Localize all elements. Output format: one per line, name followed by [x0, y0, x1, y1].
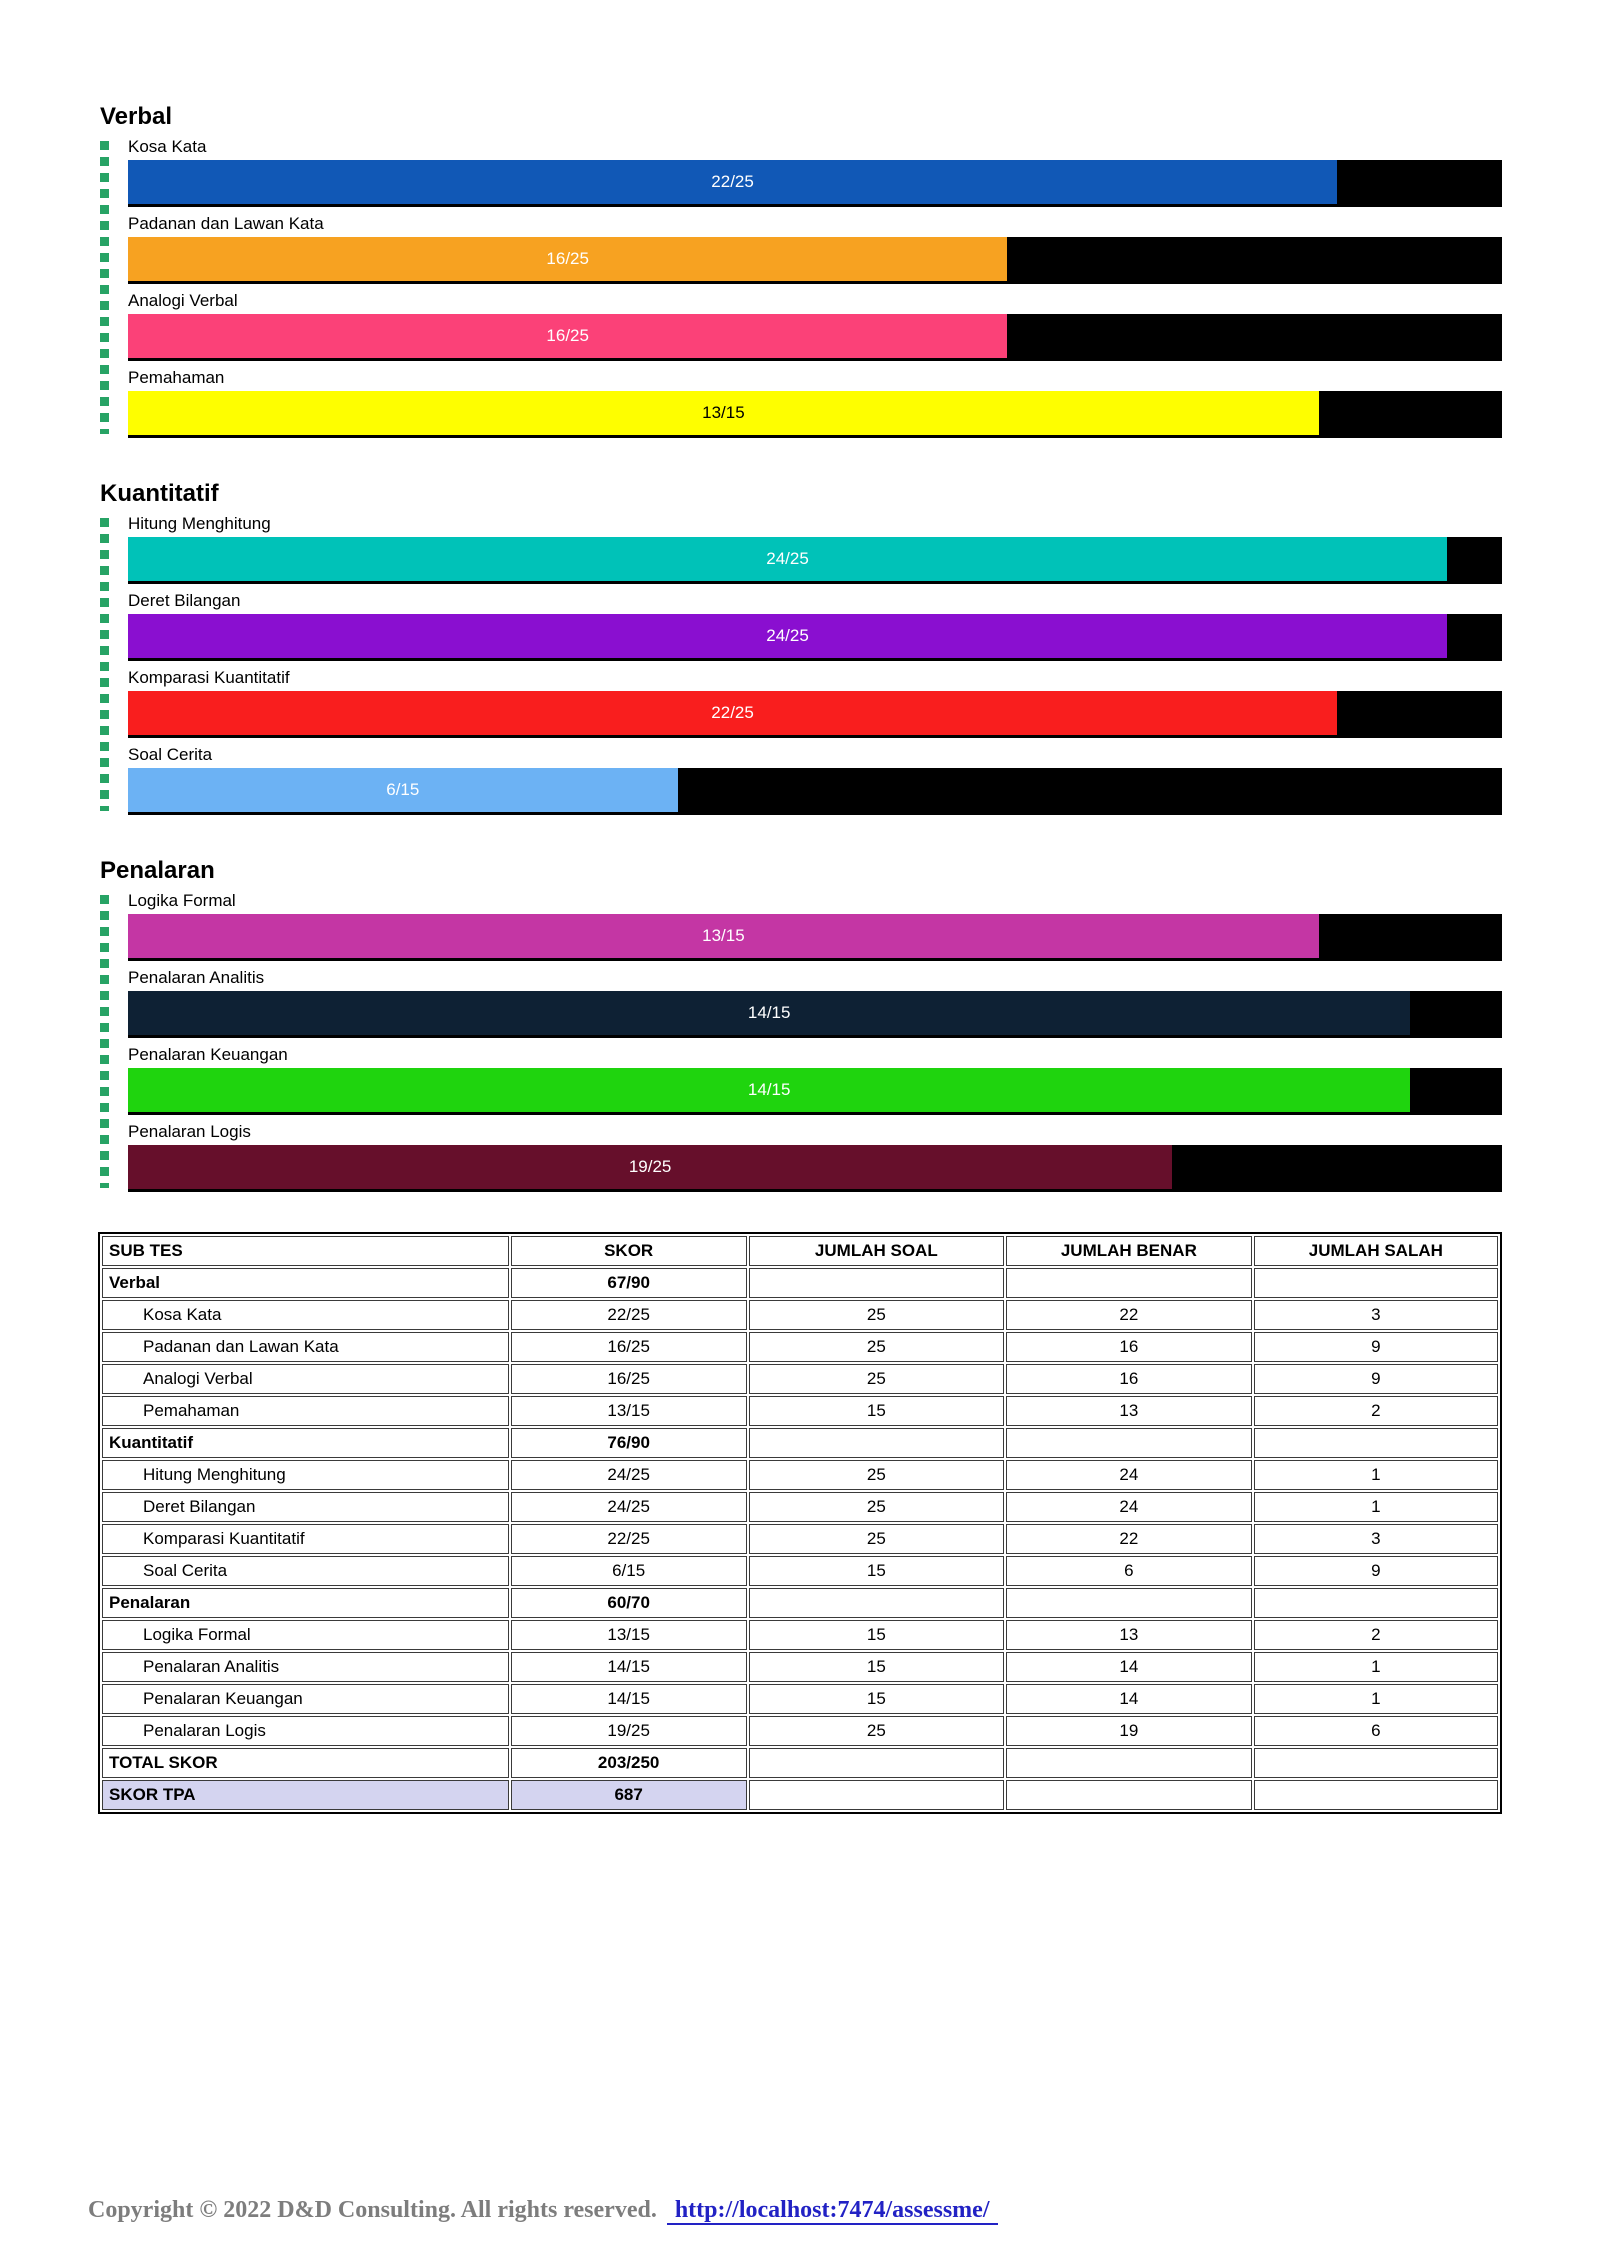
row-jumlah-salah: 1	[1254, 1652, 1498, 1682]
row-jumlah-benar: 14	[1006, 1652, 1252, 1682]
bar-value: 13/15	[702, 403, 745, 422]
score-charts	[100, 103, 1502, 1192]
bar-fill	[128, 1145, 1172, 1189]
row-label: Analogi Verbal	[102, 1364, 509, 1394]
row-jumlah-benar: 22	[1006, 1300, 1252, 1330]
copyright-text: Copyright © 2022 D&D Consulting. All rights reserved.	[88, 2197, 657, 2223]
section-title: Verbal	[100, 103, 173, 130]
bar-value: 24/25	[766, 549, 809, 568]
bar-value: 19/25	[628, 1157, 672, 1176]
row-jumlah-salah: 1	[1254, 1684, 1498, 1714]
row-jumlah-salah: 1	[1254, 1492, 1498, 1522]
row-jumlah-salah	[1254, 1748, 1498, 1778]
section-body	[100, 513, 1502, 815]
bar-value: 24/25	[766, 626, 809, 645]
row-jumlah-soal	[749, 1268, 1004, 1298]
bar-item	[128, 590, 1502, 661]
bar-fill	[128, 237, 1007, 281]
row-jumlah-benar	[1006, 1268, 1252, 1298]
row-jumlah-benar: 24	[1006, 1460, 1252, 1490]
table-header-cell: SKOR	[511, 1236, 747, 1266]
row-jumlah-salah: 9	[1254, 1364, 1498, 1394]
bar-item	[128, 1121, 1502, 1192]
row-skor: 14/15	[511, 1652, 747, 1682]
row-label: Logika Formal	[102, 1620, 509, 1650]
bar-track	[128, 391, 1502, 438]
table-row	[102, 1300, 1498, 1330]
row-jumlah-soal	[749, 1588, 1004, 1618]
bar-label: Komparasi Kuantitatif	[128, 668, 290, 687]
row-jumlah-soal: 15	[749, 1684, 1004, 1714]
bar-fill	[128, 314, 1007, 358]
table-row	[102, 1588, 1498, 1618]
row-label: Penalaran	[102, 1588, 509, 1618]
bar-value: 6/15	[386, 780, 420, 799]
row-jumlah-benar: 13	[1006, 1620, 1252, 1650]
table-row	[102, 1460, 1498, 1490]
row-jumlah-salah: 3	[1254, 1524, 1498, 1554]
bar-track	[128, 914, 1502, 961]
row-skor: 24/25	[511, 1460, 747, 1490]
table-row	[102, 1396, 1498, 1426]
bar-label: Analogi Verbal	[128, 291, 238, 310]
row-jumlah-salah: 9	[1254, 1332, 1498, 1362]
row-skor: 14/15	[511, 1684, 747, 1714]
table-header-cell: JUMLAH SOAL	[749, 1236, 1004, 1266]
bar-label: Penalaran Logis	[128, 1122, 251, 1141]
row-label: Penalaran Logis	[102, 1716, 509, 1746]
bar-label: Soal Cerita	[128, 745, 213, 764]
bar-fill	[128, 768, 678, 812]
row-jumlah-salah	[1254, 1588, 1498, 1618]
row-jumlah-benar: 13	[1006, 1396, 1252, 1426]
row-skor: 16/25	[511, 1364, 747, 1394]
row-label: Kosa Kata	[102, 1300, 509, 1330]
chart-section	[100, 480, 1502, 815]
bar-track	[128, 537, 1502, 584]
row-label: Deret Bilangan	[102, 1492, 509, 1522]
row-label: Hitung Menghitung	[102, 1460, 509, 1490]
row-label: TOTAL SKOR	[102, 1748, 509, 1778]
section-title: Penalaran	[100, 857, 215, 884]
table-row	[102, 1492, 1498, 1522]
bar-item	[128, 213, 1502, 284]
bar-label: Penalaran Keuangan	[128, 1045, 288, 1064]
table-row	[102, 1332, 1498, 1362]
row-jumlah-soal: 15	[749, 1620, 1004, 1650]
row-skor: 13/15	[511, 1396, 747, 1426]
row-jumlah-salah: 6	[1254, 1716, 1498, 1746]
row-jumlah-soal: 25	[749, 1300, 1004, 1330]
row-jumlah-soal: 25	[749, 1524, 1004, 1554]
bar-item	[128, 1044, 1502, 1115]
row-jumlah-soal: 15	[749, 1396, 1004, 1426]
row-jumlah-soal: 25	[749, 1716, 1004, 1746]
row-jumlah-benar: 19	[1006, 1716, 1252, 1746]
table-header-cell: JUMLAH BENAR	[1006, 1236, 1252, 1266]
bar-fill	[128, 391, 1319, 435]
row-jumlah-salah	[1254, 1428, 1498, 1458]
table-row	[102, 1556, 1498, 1586]
bar-value: 14/15	[747, 1003, 791, 1022]
bar-label: Logika Formal	[128, 891, 236, 910]
chart-section	[100, 103, 1502, 438]
table-row	[102, 1524, 1498, 1554]
bar-track	[128, 1068, 1502, 1115]
row-jumlah-benar	[1006, 1428, 1252, 1458]
row-jumlah-salah: 2	[1254, 1396, 1498, 1426]
row-jumlah-salah	[1254, 1780, 1498, 1810]
row-skor: 203/250	[511, 1748, 747, 1778]
row-jumlah-benar: 24	[1006, 1492, 1252, 1522]
row-skor: 6/15	[511, 1556, 747, 1586]
table-row	[102, 1716, 1498, 1746]
table-row	[102, 1268, 1498, 1298]
row-jumlah-salah	[1254, 1268, 1498, 1298]
bar-item	[128, 890, 1502, 961]
row-skor: 13/15	[511, 1620, 747, 1650]
bar-fill	[128, 914, 1319, 958]
table-row	[102, 1620, 1498, 1650]
bar-item	[128, 744, 1502, 815]
bar-item	[128, 290, 1502, 361]
row-jumlah-benar	[1006, 1780, 1252, 1810]
row-jumlah-salah: 9	[1254, 1556, 1498, 1586]
row-label: Soal Cerita	[102, 1556, 509, 1586]
row-skor: 24/25	[511, 1492, 747, 1522]
row-label: Komparasi Kuantitatif	[102, 1524, 509, 1554]
row-skor: 60/70	[511, 1588, 747, 1618]
bar-value: 22/25	[711, 703, 754, 722]
bar-track	[128, 237, 1502, 284]
bar-item	[128, 667, 1502, 738]
bar-item	[128, 367, 1502, 438]
row-skor: 16/25	[511, 1332, 747, 1362]
bar-fill	[128, 614, 1447, 658]
section-body	[100, 890, 1502, 1192]
row-jumlah-benar: 16	[1006, 1364, 1252, 1394]
row-skor: 22/25	[511, 1300, 747, 1330]
bar-track	[128, 160, 1502, 207]
row-label: Padanan dan Lawan Kata	[102, 1332, 509, 1362]
row-jumlah-soal: 15	[749, 1652, 1004, 1682]
bar-fill	[128, 537, 1447, 581]
section-title: Kuantitatif	[100, 480, 219, 507]
row-jumlah-benar: 14	[1006, 1684, 1252, 1714]
table-row	[102, 1364, 1498, 1394]
table-header-row	[102, 1236, 1498, 1266]
bar-value: 14/15	[747, 1080, 791, 1099]
bar-label: Penalaran Analitis	[128, 968, 265, 987]
bar-track	[128, 991, 1502, 1038]
row-jumlah-salah: 3	[1254, 1300, 1498, 1330]
bar-track	[128, 314, 1502, 361]
row-jumlah-soal	[749, 1780, 1004, 1810]
row-skor: 19/25	[511, 1716, 747, 1746]
row-jumlah-soal: 15	[749, 1556, 1004, 1586]
bar-item	[128, 967, 1502, 1038]
bar-value: 22/25	[711, 172, 754, 191]
row-jumlah-salah: 2	[1254, 1620, 1498, 1650]
row-skor: 22/25	[511, 1524, 747, 1554]
bar-label: Hitung Menghitung	[128, 514, 271, 533]
bar-item	[128, 136, 1502, 207]
row-label: Penalaran Keuangan	[102, 1684, 509, 1714]
chart-section	[100, 857, 1502, 1192]
table-row	[102, 1652, 1498, 1682]
bar-fill	[128, 160, 1337, 204]
row-label: SKOR TPA	[102, 1780, 509, 1810]
table-row	[102, 1748, 1498, 1778]
bar-track	[128, 768, 1502, 815]
row-label: Penalaran Analitis	[102, 1652, 509, 1682]
row-jumlah-benar: 22	[1006, 1524, 1252, 1554]
row-skor: 67/90	[511, 1268, 747, 1298]
row-jumlah-soal: 25	[749, 1364, 1004, 1394]
row-jumlah-soal: 25	[749, 1492, 1004, 1522]
bar-track	[128, 614, 1502, 661]
row-jumlah-benar: 16	[1006, 1332, 1252, 1362]
bar-value: 16/25	[546, 249, 589, 268]
row-jumlah-soal	[749, 1428, 1004, 1458]
footer	[88, 2197, 1502, 2224]
row-skor: 76/90	[511, 1428, 747, 1458]
row-jumlah-benar: 6	[1006, 1556, 1252, 1586]
table-header-cell: JUMLAH SALAH	[1254, 1236, 1498, 1266]
row-jumlah-soal: 25	[749, 1332, 1004, 1362]
row-label: Verbal	[102, 1268, 509, 1298]
section-body	[100, 136, 1502, 438]
row-jumlah-benar	[1006, 1588, 1252, 1618]
row-skor: 687	[511, 1780, 747, 1810]
bar-value: 16/25	[546, 326, 589, 345]
score-table	[98, 1232, 1502, 1814]
bar-fill	[128, 1068, 1410, 1112]
bar-label: Kosa Kata	[128, 137, 207, 156]
bar-label: Pemahaman	[128, 368, 225, 387]
table-row	[102, 1428, 1498, 1458]
bar-label: Padanan dan Lawan Kata	[128, 214, 324, 233]
row-jumlah-benar	[1006, 1748, 1252, 1778]
row-jumlah-salah: 1	[1254, 1460, 1498, 1490]
table-row	[102, 1684, 1498, 1714]
bar-track	[128, 691, 1502, 738]
row-label: Kuantitatif	[102, 1428, 509, 1458]
table-header-cell: SUB TES	[102, 1236, 509, 1266]
bar-value: 13/15	[702, 926, 745, 945]
footer-link[interactable]: http://localhost:7474/assessme/	[667, 2197, 998, 2225]
row-jumlah-soal: 25	[749, 1460, 1004, 1490]
row-label: Pemahaman	[102, 1396, 509, 1426]
bar-label: Deret Bilangan	[128, 591, 241, 610]
bar-fill	[128, 691, 1337, 735]
bar-fill	[128, 991, 1410, 1035]
bar-track	[128, 1145, 1502, 1192]
table-row	[102, 1780, 1498, 1810]
bar-item	[128, 513, 1502, 584]
row-jumlah-soal	[749, 1748, 1004, 1778]
